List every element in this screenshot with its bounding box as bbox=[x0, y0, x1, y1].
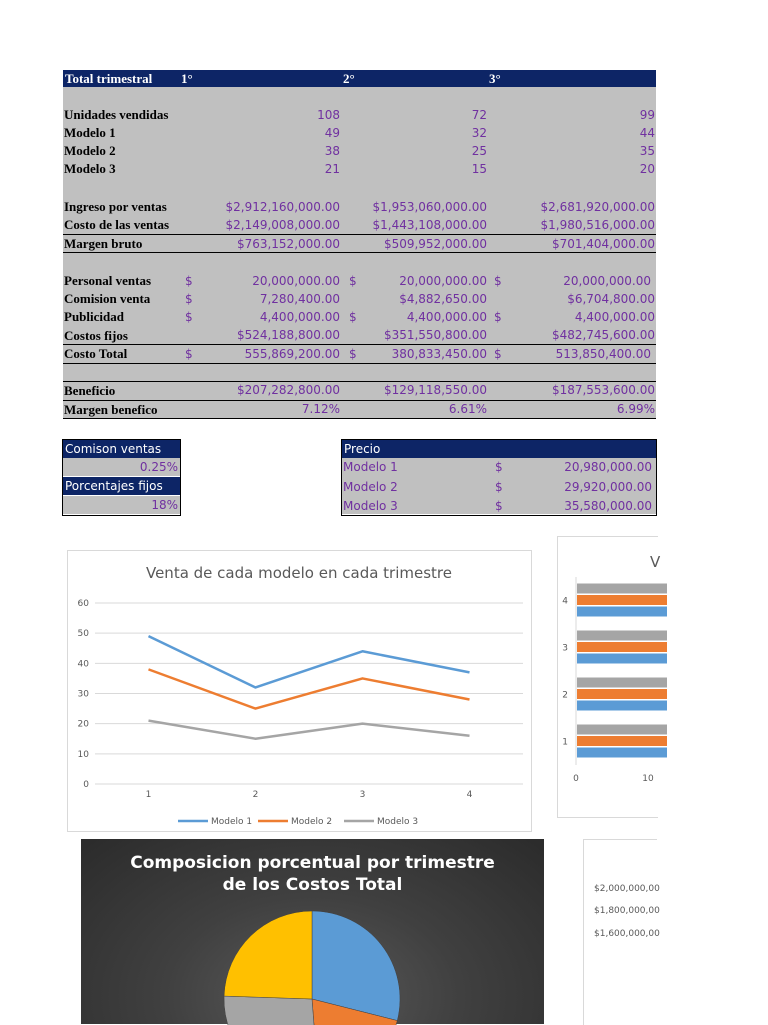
cell-margen-bruto-1: $763,152,000.00 bbox=[200, 237, 340, 251]
row-divider bbox=[63, 234, 656, 235]
cell-comision-d1: $ bbox=[185, 292, 193, 306]
x-tick-label: 10 bbox=[642, 774, 654, 784]
precio-header bbox=[342, 440, 656, 458]
y-tick-label: 1 bbox=[562, 738, 568, 748]
fijos-value: 18% bbox=[63, 498, 178, 512]
cell-personal-d1: $ bbox=[185, 274, 193, 288]
cell-costo-total-1: 555,869,200.00 bbox=[200, 347, 340, 361]
cell-fijos-1: $524,188,800.00 bbox=[200, 328, 340, 342]
cell-personal-1: 20,000,000.00 bbox=[200, 274, 340, 288]
row-label-publicidad: Publicidad bbox=[64, 309, 124, 325]
row-label-costo-total: Costo Total bbox=[64, 346, 127, 362]
fijos-value-cell[interactable] bbox=[63, 496, 180, 514]
pie-title-line2: de los Costos Total bbox=[81, 875, 544, 895]
legend-label: Modelo 1 bbox=[211, 817, 252, 827]
row-divider bbox=[63, 381, 656, 382]
cell-comision-2: $4,882,650.00 bbox=[347, 292, 487, 306]
bar bbox=[577, 748, 667, 758]
row-label-fijos: Costos fijos bbox=[64, 328, 128, 344]
series-line-1 bbox=[149, 636, 470, 687]
pie-slice-3 bbox=[224, 996, 319, 1025]
cell-beneficio-2: $129,118,550.00 bbox=[347, 383, 487, 397]
bar bbox=[577, 642, 667, 652]
cell-margen-benef-3: 6.99% bbox=[515, 402, 655, 416]
line-chart-panel[interactable] bbox=[67, 550, 532, 832]
legend-label: Modelo 2 bbox=[291, 817, 332, 827]
hbar-chart bbox=[558, 537, 658, 817]
cell-margen-benef-1: 7.12% bbox=[200, 402, 340, 416]
cell-comision-1: 7,280,400.00 bbox=[200, 292, 340, 306]
y-tick-label: 10 bbox=[78, 750, 90, 760]
cell-costo-ventas-2: $1,443,108,000.00 bbox=[347, 218, 487, 232]
cell-unidades-2: 72 bbox=[387, 108, 487, 122]
cell-costo-total-2: 380,833,450.00 bbox=[347, 347, 487, 361]
bar bbox=[577, 725, 667, 735]
cell-personal-2: 20,000,000.00 bbox=[347, 274, 487, 288]
cell-modelo3-2: 15 bbox=[387, 162, 487, 176]
precio-currency-3: $ bbox=[495, 499, 503, 513]
cell-modelo1-3: 44 bbox=[555, 126, 655, 140]
row-divider bbox=[63, 363, 656, 364]
fijos-label-cell bbox=[63, 477, 180, 495]
precio-value-1: 20,980,000.00 bbox=[530, 460, 652, 474]
cell-costo-total-d3: $ bbox=[494, 347, 502, 361]
fijos-label: Porcentajes fijos bbox=[65, 479, 163, 493]
y-tick-label: 20 bbox=[78, 720, 90, 730]
header-q3: 3° bbox=[489, 71, 501, 87]
x-tick-label: 3 bbox=[360, 790, 366, 800]
bar bbox=[577, 689, 667, 699]
precio-currency-1: $ bbox=[495, 460, 503, 474]
row-label-costo-ventas: Costo de las ventas bbox=[64, 217, 169, 233]
cell-modelo1-1: 49 bbox=[240, 126, 340, 140]
bar bbox=[577, 736, 667, 746]
bar-chart-panel-2[interactable] bbox=[583, 839, 657, 1025]
pie-chart-panel[interactable] bbox=[81, 839, 544, 1024]
bar bbox=[577, 654, 667, 664]
precio-model-2: Modelo 2 bbox=[343, 480, 398, 494]
cell-modelo2-2: 25 bbox=[387, 144, 487, 158]
pie-chart bbox=[81, 839, 544, 1024]
legend-label: Modelo 3 bbox=[377, 817, 418, 827]
line-chart bbox=[68, 551, 531, 831]
row-label-beneficio: Beneficio bbox=[64, 383, 115, 399]
y-tick-label: 60 bbox=[78, 599, 90, 609]
cell-publicidad-3: 4,400,000.00 bbox=[515, 310, 655, 324]
comision-value: 0.25% bbox=[63, 460, 178, 474]
row-label-margen-benef: Margen benefico bbox=[64, 402, 158, 418]
cell-costo-total-d2: $ bbox=[349, 347, 357, 361]
row-label-modelo2: Modelo 2 bbox=[64, 143, 116, 159]
cell-publicidad-d2: $ bbox=[349, 310, 357, 324]
precio-value-2: 29,920,000.00 bbox=[530, 480, 652, 494]
table-header bbox=[63, 70, 656, 87]
bar bbox=[577, 607, 667, 617]
y-tick-label: $2,000,000,00 bbox=[594, 884, 660, 894]
cell-personal-3: 20,000,000.00 bbox=[515, 274, 651, 288]
row-label-unidades: Unidades vendidas bbox=[64, 107, 168, 123]
x-tick-label: 1 bbox=[146, 790, 152, 800]
cell-unidades-1: 108 bbox=[240, 108, 340, 122]
row-label-ingreso: Ingreso por ventas bbox=[64, 199, 167, 215]
bar bbox=[577, 678, 667, 688]
y-tick-label: 0 bbox=[83, 780, 89, 790]
y-tick-label: $1,600,000,00 bbox=[594, 929, 660, 939]
hbar-chart-panel[interactable] bbox=[557, 536, 658, 818]
cell-fijos-2: $351,550,800.00 bbox=[347, 328, 487, 342]
header-title: Total trimestral bbox=[65, 71, 152, 87]
cell-unidades-3: 99 bbox=[555, 108, 655, 122]
cell-margen-benef-2: 6.61% bbox=[347, 402, 487, 416]
precio-model-1: Modelo 1 bbox=[343, 460, 398, 474]
bar bbox=[577, 584, 667, 594]
x-tick-label: 4 bbox=[467, 790, 473, 800]
cell-margen-bruto-2: $509,952,000.00 bbox=[347, 237, 487, 251]
row-divider bbox=[63, 400, 656, 401]
cell-beneficio-1: $207,282,800.00 bbox=[200, 383, 340, 397]
cell-modelo3-3: 20 bbox=[555, 162, 655, 176]
cell-costo-ventas-3: $1,980,516,000.00 bbox=[515, 218, 655, 232]
y-tick-label: 30 bbox=[78, 690, 90, 700]
cell-modelo2-3: 35 bbox=[555, 144, 655, 158]
bar bbox=[577, 701, 667, 711]
pie-title-line1: Composicion porcentual por trimestre bbox=[81, 853, 544, 873]
cell-beneficio-3: $187,553,600.00 bbox=[515, 383, 655, 397]
comision-label-cell bbox=[63, 440, 180, 458]
chart-title: V bbox=[650, 553, 661, 571]
header-q2: 2° bbox=[343, 71, 355, 87]
cell-margen-bruto-3: $701,404,000.00 bbox=[515, 237, 655, 251]
cell-ingreso-3: $2,681,920,000.00 bbox=[515, 200, 655, 214]
cell-modelo1-2: 32 bbox=[387, 126, 487, 140]
comision-value-cell[interactable] bbox=[63, 458, 180, 476]
precio-value-3: 35,580,000.00 bbox=[530, 499, 652, 513]
precio-model-3: Modelo 3 bbox=[343, 499, 398, 513]
precio-title: Precio bbox=[344, 442, 380, 456]
y-tick-label: 3 bbox=[562, 644, 568, 654]
row-divider bbox=[63, 418, 656, 419]
row-divider bbox=[63, 252, 656, 253]
cell-costo-ventas-1: $2,149,008,000.00 bbox=[200, 218, 340, 232]
comision-label: Comison ventas bbox=[65, 442, 161, 456]
y-tick-label: 2 bbox=[562, 691, 568, 701]
cell-publicidad-d3: $ bbox=[494, 310, 502, 324]
y-tick-label: $1,800,000,00 bbox=[594, 906, 660, 916]
cell-personal-d3: $ bbox=[494, 274, 502, 288]
row-label-personal: Personal ventas bbox=[64, 273, 151, 289]
x-tick-label: 0 bbox=[573, 774, 579, 784]
pie-slice-4 bbox=[224, 911, 312, 999]
row-label-modelo1: Modelo 1 bbox=[64, 125, 116, 141]
cell-modelo2-1: 38 bbox=[240, 144, 340, 158]
bar bbox=[577, 631, 667, 641]
bar bbox=[577, 595, 667, 605]
cell-ingreso-1: $2,912,160,000.00 bbox=[200, 200, 340, 214]
cell-publicidad-2: 4,400,000.00 bbox=[347, 310, 487, 324]
y-tick-label: 50 bbox=[78, 629, 90, 639]
cell-costo-total-3: 513,850,400.00 bbox=[515, 347, 651, 361]
cell-costo-total-d1: $ bbox=[185, 347, 193, 361]
row-divider bbox=[63, 344, 656, 345]
header-q1: 1° bbox=[181, 71, 193, 87]
cell-personal-d2: $ bbox=[349, 274, 357, 288]
row-label-modelo3: Modelo 3 bbox=[64, 161, 116, 177]
x-tick-label: 2 bbox=[253, 790, 259, 800]
precio-currency-2: $ bbox=[495, 480, 503, 494]
cell-publicidad-1: 4,400,000.00 bbox=[200, 310, 340, 324]
cell-comision-3: $6,704,800.00 bbox=[515, 292, 655, 306]
cell-publicidad-d1: $ bbox=[185, 310, 193, 324]
y-tick-label: 4 bbox=[562, 597, 568, 607]
cell-ingreso-2: $1,953,060,000.00 bbox=[347, 200, 487, 214]
chart-title: Venta de cada modelo en cada trimestre bbox=[146, 564, 452, 582]
row-label-margen-bruto: Margen bruto bbox=[64, 236, 142, 252]
y-tick-label: 40 bbox=[78, 659, 90, 669]
cell-fijos-3: $482,745,600.00 bbox=[515, 328, 655, 342]
cell-modelo3-1: 21 bbox=[240, 162, 340, 176]
series-line-2 bbox=[149, 669, 470, 708]
row-label-comision: Comision venta bbox=[64, 291, 150, 307]
